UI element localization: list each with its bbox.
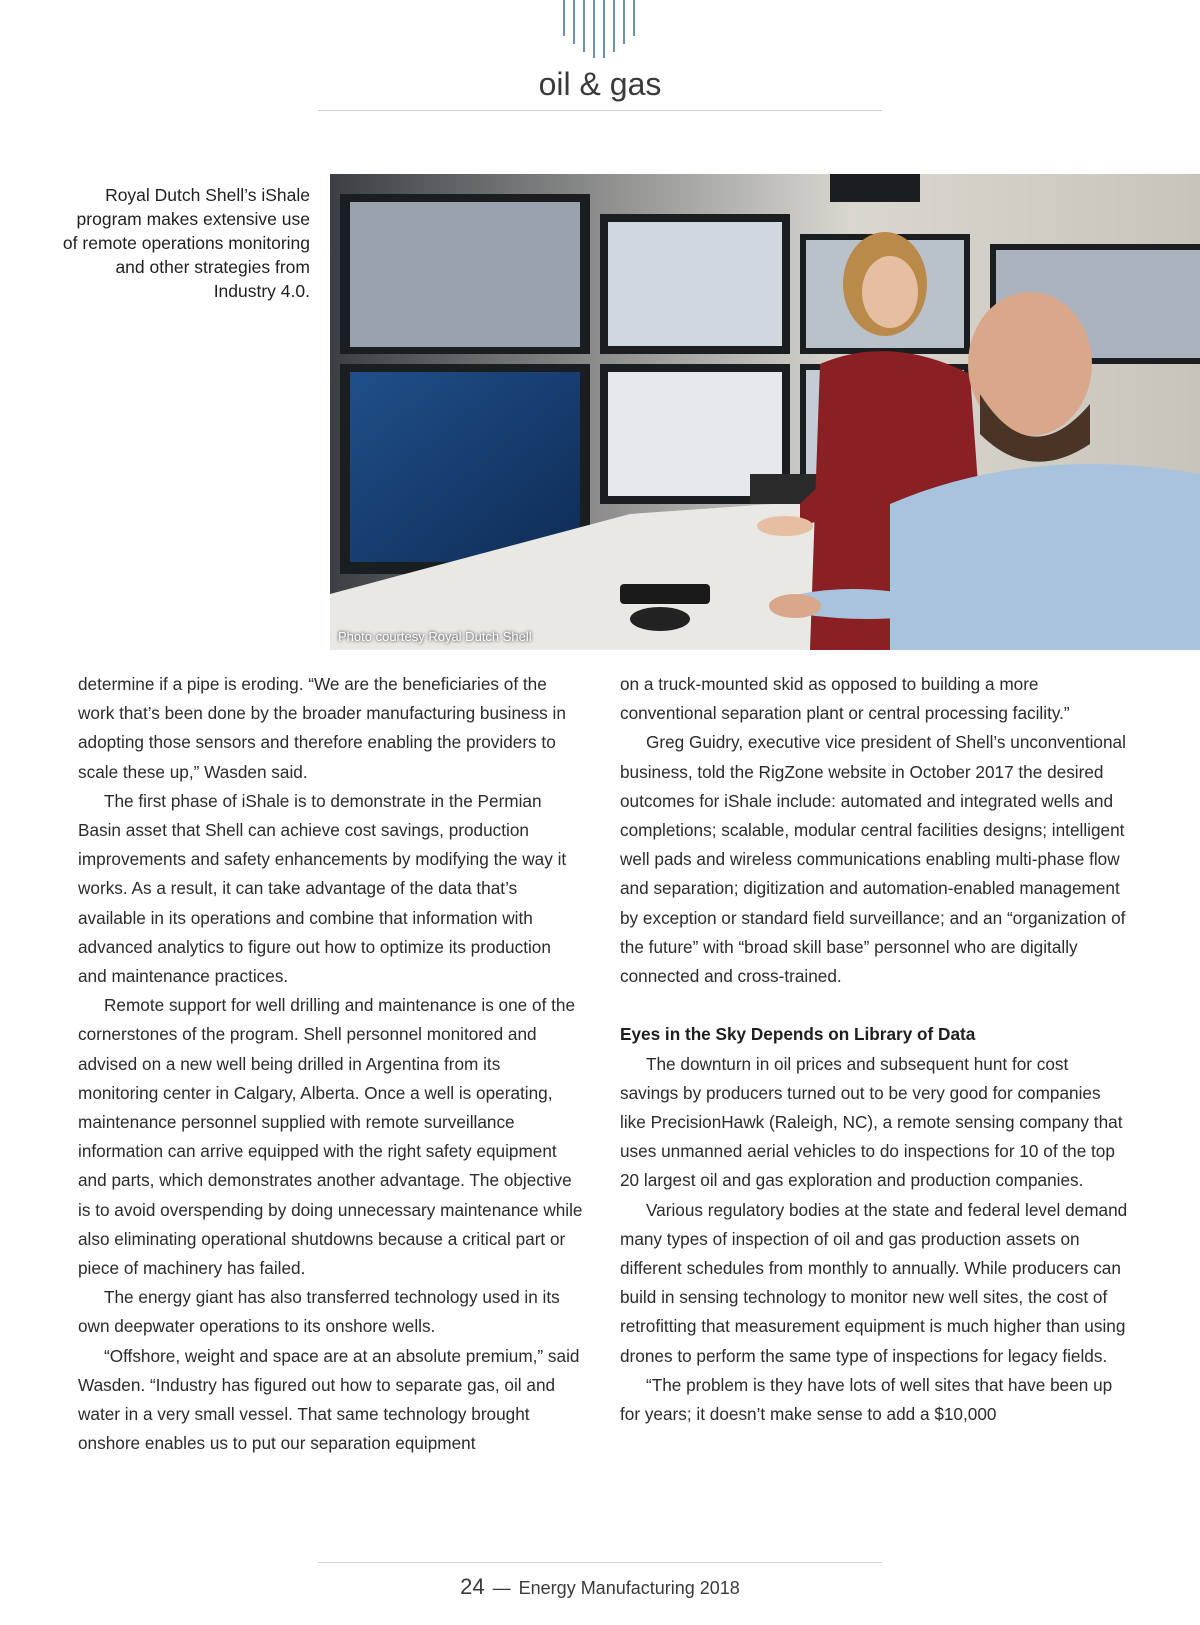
paragraph: determine if a pipe is eroding. “We are the beneficiaries of the work that’s been done by the broader manufacturing business in adopting those sensors and therefore enabling the providers to scale these up,” Wasden said.	[78, 674, 566, 782]
publication-name: Energy Manufacturing 2018	[518, 1578, 740, 1598]
paragraph: “The problem is they have lots of well sites that have been up for years; it doesn’t make sense to add a $10,000	[620, 1374, 1113, 1425]
page-footer	[0, 1574, 1200, 1600]
paragraph: The energy giant has also transferred technology used in its own deepwater operations to its onshore wells.	[78, 1287, 560, 1337]
paragraph: “Offshore, weight and space are at an absolute premium,” said Wasden. “Industry has figured out how to separate gas, oil and water in a very small vessel. That same technology brought onshore enables us to put our separation equipment	[78, 1345, 580, 1454]
paragraph: Greg Guidry, executive vice president of Shell’s unconventional business, told the RigZone website in October 2017 the desired outcomes for iShale include: automated and integrated wells and completions; scalable, modular central facilities designs; intelligent well pads and wireless communications enabling multi-phase flow and separation; digitization and automation-enabled management by exception or standard field surveillance; and an “organization of the future” with “broad skill base” personnel who are digitally connected and cross-trained.	[620, 732, 1126, 987]
footer-rule	[318, 1562, 882, 1563]
header-rule	[318, 110, 882, 111]
page-number: 24	[460, 1574, 485, 1599]
paragraph: The downturn in oil prices and subsequent hunt for cost savings by producers turned out to be very good for companies like PrecisionHawk (Raleigh, NC), a remote sensing company that uses unmanned aerial vehicles to do inspections for 10 of the top 20 largest oil and gas exploration and production companies.	[620, 1053, 1123, 1191]
article-column-left	[78, 670, 583, 1458]
paragraph: The first phase of iShale is to demonstrate in the Permian Basin asset that Shell can achieve cost savings, production improvements and safety enhancements by modifying the way it works. As a result, it can take advantage of the data that’s available in its operations and combine that information with advanced analytics to figure out how to optimize its production and maintenance practices.	[78, 790, 567, 987]
section-title: oil & gas	[538, 66, 662, 102]
photo-illustration	[330, 174, 1200, 650]
photo-caption: Royal Dutch Shell’s iShale program makes extensive use of remote operations monitoring and other strategies from Industry 4.0.	[62, 185, 310, 301]
photo	[330, 174, 1200, 650]
footer-separator: —	[492, 1578, 511, 1598]
paragraph: Various regulatory bodies at the state and federal level demand many types of inspection of oil and gas production assets on different schedules from monthly to annually. While producers can build in sensing technology to monitor new well sites, the cost of retrofitting that measurement equipment is much higher than using drones to perform the same type of inspections for legacy fields.	[620, 1199, 1128, 1366]
photo-credit: Photo courtesy Royal Dutch Shell	[338, 629, 532, 644]
header-decoration	[560, 0, 644, 60]
paragraph: on a truck-mounted skid as opposed to building a more conventional separation plant or central processing facility.”	[620, 674, 1070, 724]
paragraph: Remote support for well drilling and maintenance is one of the cornerstones of the program. Shell personnel monitored and advised on a new well being drilled in Argentina from its monitoring center in Calgary, Alberta. Once a well is operating, maintenance personnel supplied with remote surveillance information can arrive equipped with the right safety equipment and parts, which demonstrates another advantage. The objective is to avoid overspending by doing unnecessary maintenance while also eliminating operational shutdowns because a critical part or piece of machinery has failed.	[78, 995, 583, 1279]
subheading: Eyes in the Sky Depends on Library of Data	[620, 1024, 976, 1045]
article-column-right	[620, 670, 1130, 1429]
